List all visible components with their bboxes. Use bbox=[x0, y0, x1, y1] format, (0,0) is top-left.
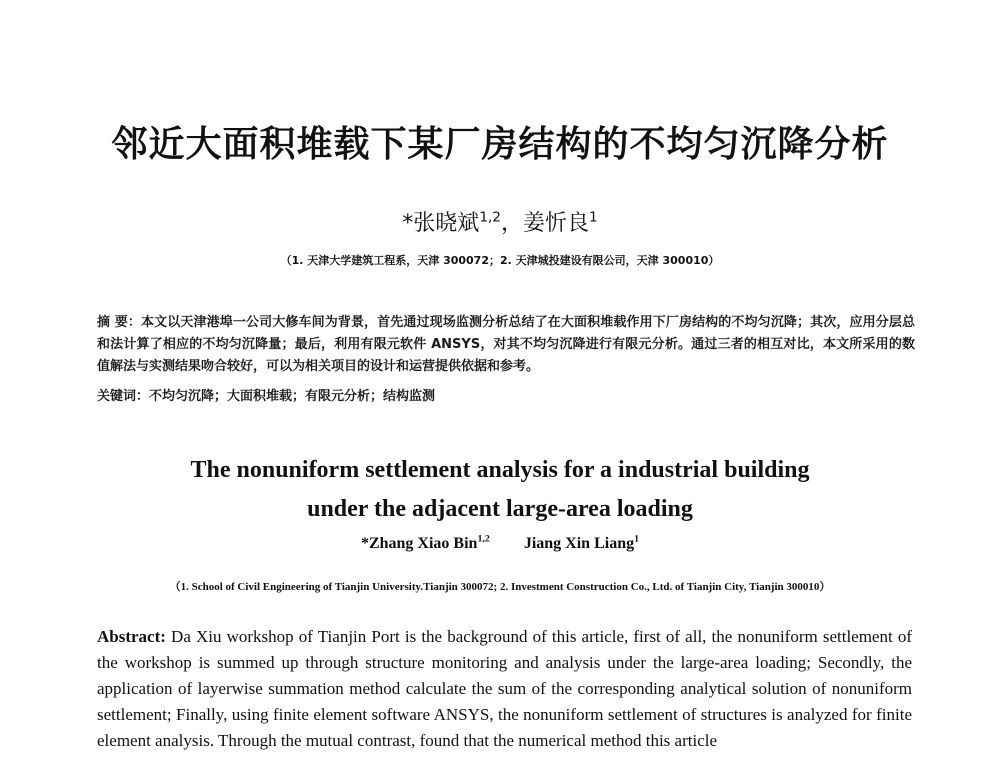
english-abstract-text: Da Xiu workshop of Tianjin Port is the background of this article, first of all, the nonuniform settlement of the workshop is summed up through structure monitoring and analysis under the large-area loading; Secondly, the application of layerwise summation method calculate the sum of the corresponding analytical solution of nonuniform settlement; Finally, using finite element software ANSYS, the nonuniform settlement of structures is analyzed for finite element analysis. Through the mutual contrast, found that the numerical method this article bbox=[97, 627, 912, 750]
chinese-keywords-label: 关键词： bbox=[97, 389, 150, 404]
chinese-keywords-text: 不均匀沉降；大面积堆载；有限元分析；结构监测 bbox=[149, 389, 436, 404]
author-separator: ， bbox=[500, 211, 523, 236]
chinese-abstract-label: 摘 要： bbox=[97, 315, 142, 330]
chinese-keywords bbox=[97, 386, 915, 408]
english-title-line-2: under the adjacent large-area loading bbox=[307, 496, 693, 522]
chinese-author-1: *张晓斌 bbox=[402, 211, 480, 236]
english-affiliation: （1. School of Civil Engineering of Tianjin University.Tianjin 300072; 2. Investment Construction Co., Ltd. of Tianjin City, Tianjin 300010） bbox=[169, 581, 831, 593]
chinese-abstract bbox=[97, 312, 915, 378]
english-author-2-affil-mark: 1 bbox=[634, 533, 640, 545]
chinese-title: 邻近大面积堆载下某厂房结构的不均匀沉降分析 bbox=[111, 124, 889, 165]
chinese-abstract-text: 本文以天津港埠一公司大修车间为背景，首先通过现场监测分析总结了在大面积堆载作用下厂房结构的不均匀沉降；其次，应用分层总和法计算了相应的不均匀沉降量；最后，利用有限元软件 ANSYS，对其不均匀沉降进行有限元分析。通过三者的相互对比，本文所采用的数值解法与实测结果吻合较好，可以为相关项目的设计和运营提供依据和参考。 bbox=[97, 315, 915, 374]
chinese-author-2: 姜忻良 bbox=[523, 211, 590, 236]
english-authors bbox=[0, 535, 1000, 553]
english-title bbox=[0, 451, 1000, 529]
english-author-1: *Zhang Xiao Bin bbox=[360, 535, 478, 552]
english-abstract bbox=[97, 624, 912, 754]
chinese-affiliation: （1. 天津大学建筑工程系，天津 300072；2. 天津城投建设有限公司，天津 300010） bbox=[280, 254, 720, 267]
chinese-authors bbox=[0, 206, 1000, 237]
english-author-2: Jiang Xin Liang bbox=[523, 535, 635, 552]
english-author-1-affil-mark: 1,2 bbox=[477, 533, 490, 545]
chinese-author-1-affil-mark: 1,2 bbox=[479, 209, 501, 226]
english-title-line-1: The nonuniform settlement analysis for a industrial building bbox=[190, 457, 810, 483]
chinese-author-2-affil-mark: 1 bbox=[589, 209, 598, 226]
english-abstract-label: Abstract: bbox=[97, 627, 166, 646]
